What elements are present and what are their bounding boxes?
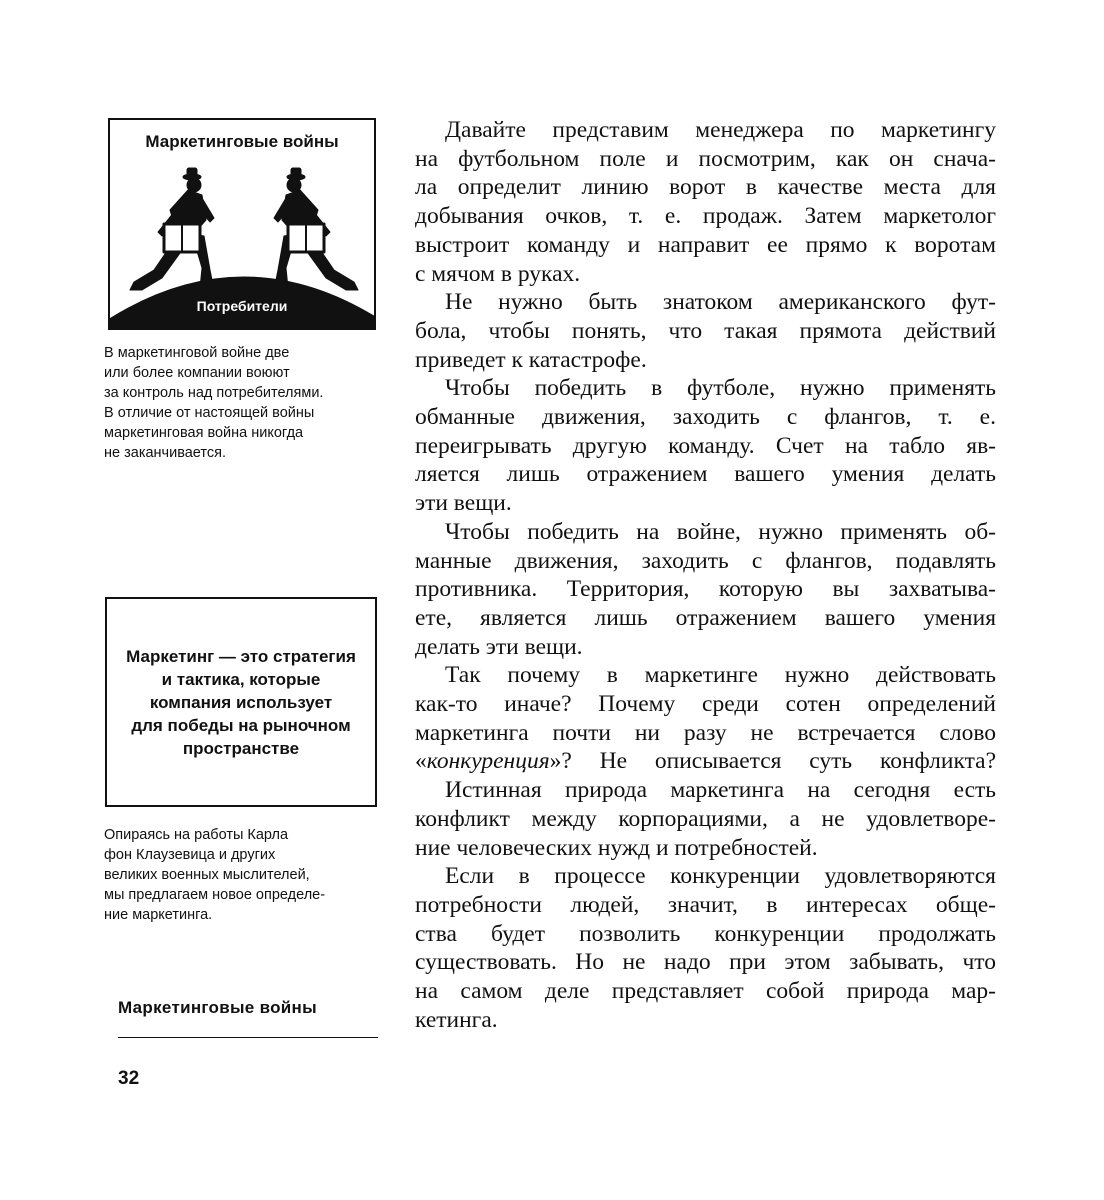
definition-line: компания использует [149, 692, 333, 712]
definition-caption [104, 825, 384, 925]
paragraph-line: потребности людей, значит, в интересах обще- [415, 891, 996, 918]
footer-divider [118, 1037, 378, 1038]
paragraph-line: делать эти вещи. [415, 633, 583, 660]
running-title: Маркетинговые войны [118, 998, 317, 1017]
caption-line: не заканчивается. [104, 445, 226, 461]
paragraph-line: кетинга. [415, 1006, 498, 1033]
paragraph-line: бола, чтобы понять, что такая прямота действий [415, 317, 996, 344]
paragraph-line: Давайте представим менеджера по маркетингу [445, 117, 996, 143]
paragraph-line: Истинная природа маркетинга на сегодня есть [445, 777, 996, 804]
paragraph-line: конфликт между корпорациями, а не удовлетворе- [415, 805, 996, 832]
paragraph-line: ла определит линию ворот в качестве места для [415, 174, 996, 201]
definition-line: пространстве [182, 738, 300, 758]
paragraph-line: добывания очков, т. е. продаж. Затем маркетолог [415, 203, 996, 230]
caption-line: фон Клаузевица и других [104, 847, 276, 863]
paragraph-line: ства будет позволить конкуренции продолжать [415, 920, 996, 947]
main-text [415, 116, 996, 1035]
caption-line: В маркетинговой войне две [104, 345, 290, 361]
left-businessman-icon [130, 168, 214, 290]
caption-line: великих военных мыслителей, [104, 867, 310, 883]
paragraph-line: маркетинга почти ни разу не встречается слово [415, 719, 996, 746]
paragraph-line: ете, является лишь отражением вашего умения [415, 604, 996, 631]
figure-title: Маркетинговые войны [145, 132, 339, 151]
caption-line: В отличие от настоящей войны [104, 405, 315, 421]
page-number: 32 [118, 1068, 140, 1089]
consumers-label: Потребители [196, 298, 288, 314]
paragraph-line [415, 747, 996, 776]
paragraph-line: существовать. Но не надо при этом забывать, что [415, 949, 996, 976]
paragraph-line: на футбольном поле и посмотрим, как он снача- [415, 145, 996, 172]
paragraph-line: с мячом в руках. [415, 260, 581, 287]
paragraph-line: на самом деле представляет собой природа мар- [415, 978, 996, 1005]
paragraph-line: противника. Территория, которую вы захватыва- [415, 576, 996, 603]
definition-text [126, 645, 356, 760]
paragraph-line: как-то иначе? Почему среди сотен определений [415, 691, 996, 718]
caption-line: мы предлагаем новое определе- [104, 887, 326, 903]
paragraph-line: манные движения, заходить с флангов, подавлять [415, 547, 996, 574]
competition-word: конкуренция [426, 748, 550, 775]
definition-line: Маркетинг — это стратегия [126, 646, 356, 666]
open-quote: « [415, 748, 427, 775]
caption-line: маркетинговая война никогда [104, 425, 304, 441]
paragraph-line: ние человеческих нужд и потребностей. [415, 834, 818, 861]
caption-line: или более компании воюют [104, 365, 290, 381]
caption-line: Опираясь на работы Карла [104, 827, 289, 843]
paragraph-line: Не нужно быть знатоком американского фут- [445, 289, 996, 316]
paragraph-line: ляется лишь отражением вашего умения делать [415, 461, 996, 488]
paragraph-line: эти вещи. [415, 490, 512, 517]
caption-line: ние маркетинга. [104, 907, 213, 923]
paragraph-line: приведет к катастрофе. [415, 346, 647, 373]
paragraph-line-rest: »? Не описывается суть конфликта? [549, 748, 996, 775]
definition-line: для победы на рыночном [131, 715, 351, 735]
definition-line: и тактика, которые [161, 669, 321, 689]
paragraph-line: Если в процессе конкуренции удовлетворяются [445, 863, 996, 890]
figure-caption [104, 343, 384, 463]
paragraph-line: Чтобы победить в футболе, нужно применять [445, 375, 996, 402]
right-businessman-icon [274, 168, 358, 290]
paragraph-line: Так почему в маркетинге нужно действовать [445, 662, 996, 689]
paragraph-line: выстроит команду и направит ее прямо к воротам [415, 231, 996, 258]
definition-box [105, 597, 377, 807]
paragraph-line: Чтобы победить на войне, нужно применять об- [445, 518, 996, 545]
paragraph-line: обманные движения, заходить с флангов, т. е. [415, 404, 996, 431]
marketing-wars-figure [108, 118, 376, 330]
caption-line: за контроль над потребителями. [104, 385, 324, 401]
paragraph-line: переигрывать другую команду. Счет на табло яв- [415, 432, 996, 459]
